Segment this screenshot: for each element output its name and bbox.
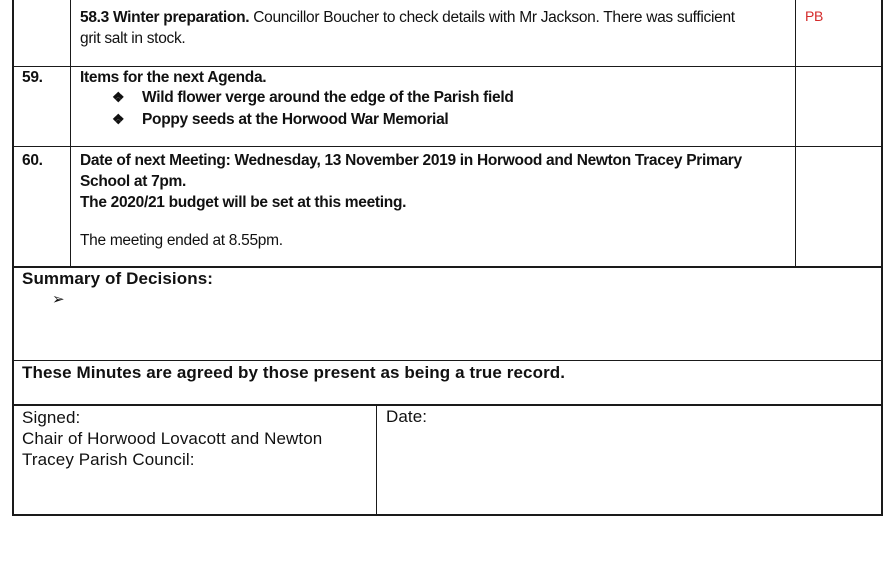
row-divider-agreement-signature — [12, 404, 883, 406]
row-divider-summary-agreement — [12, 360, 883, 361]
signature-block — [22, 407, 322, 470]
item-58-3-prefix: 58.3 — [80, 9, 109, 26]
table-border-owner-divider — [795, 0, 796, 267]
agenda-bullet-text: Wild flower verge around the edge of the Parish field — [142, 89, 514, 106]
summary-arrow-icon: ➢ — [52, 291, 65, 308]
item-58-3-body-line1: Councillor Boucher to check details with Mr Jackson. There was sufficient — [253, 9, 735, 26]
agenda-bullet-2 — [112, 111, 448, 129]
item-58-3-line1 — [80, 7, 792, 28]
date-label: Date: — [386, 407, 428, 426]
item-60-line1: Date of next Meeting: Wednesday, 13 November 2019 in Horwood and Newton Tracey Primary — [80, 152, 742, 169]
clipped-previous-line — [94, 0, 234, 3]
item-59-title: Items for the next Agenda. — [80, 69, 267, 86]
signed-label: Signed: — [22, 408, 81, 427]
item-60-line3: The 2020/21 budget will be set at this meeting. — [80, 194, 407, 211]
item-58-3-text — [80, 7, 792, 49]
item-58-3-body-line2: grit salt in stock. — [80, 30, 186, 47]
item-59-number: 59. — [22, 69, 43, 86]
agenda-bullet-1 — [112, 89, 514, 107]
meeting-ended-text: The meeting ended at 8.55pm. — [80, 232, 283, 249]
chair-line1: Chair of Horwood Lovacott and Newton — [22, 429, 323, 448]
item-60-meeting-text — [80, 150, 792, 213]
table-border-left-upper — [12, 0, 14, 267]
table-border-bottom — [12, 514, 883, 516]
item-58-3-heading: Winter preparation. — [112, 9, 250, 26]
row-divider-59-60 — [12, 146, 883, 147]
signature-column-divider — [376, 404, 377, 516]
action-owner-initials: PB — [805, 8, 824, 24]
chair-line2: Tracey Parish Council: — [22, 450, 195, 469]
item-60-line2: School at 7pm. — [80, 173, 187, 190]
table-border-right — [881, 0, 883, 516]
agenda-bullet-text: Poppy seeds at the Horwood War Memorial — [142, 111, 449, 128]
agreement-statement: These Minutes are agreed by those present as being a true record. — [22, 363, 566, 382]
item-60-number: 60. — [22, 152, 43, 169]
table-border-left-lower — [12, 267, 14, 516]
row-divider-60-summary — [12, 266, 883, 268]
summary-heading: Summary of Decisions: — [22, 269, 214, 288]
table-border-num-divider — [70, 0, 71, 267]
bullet-icon: ❖ — [112, 111, 125, 127]
bullet-icon: ❖ — [112, 89, 125, 105]
